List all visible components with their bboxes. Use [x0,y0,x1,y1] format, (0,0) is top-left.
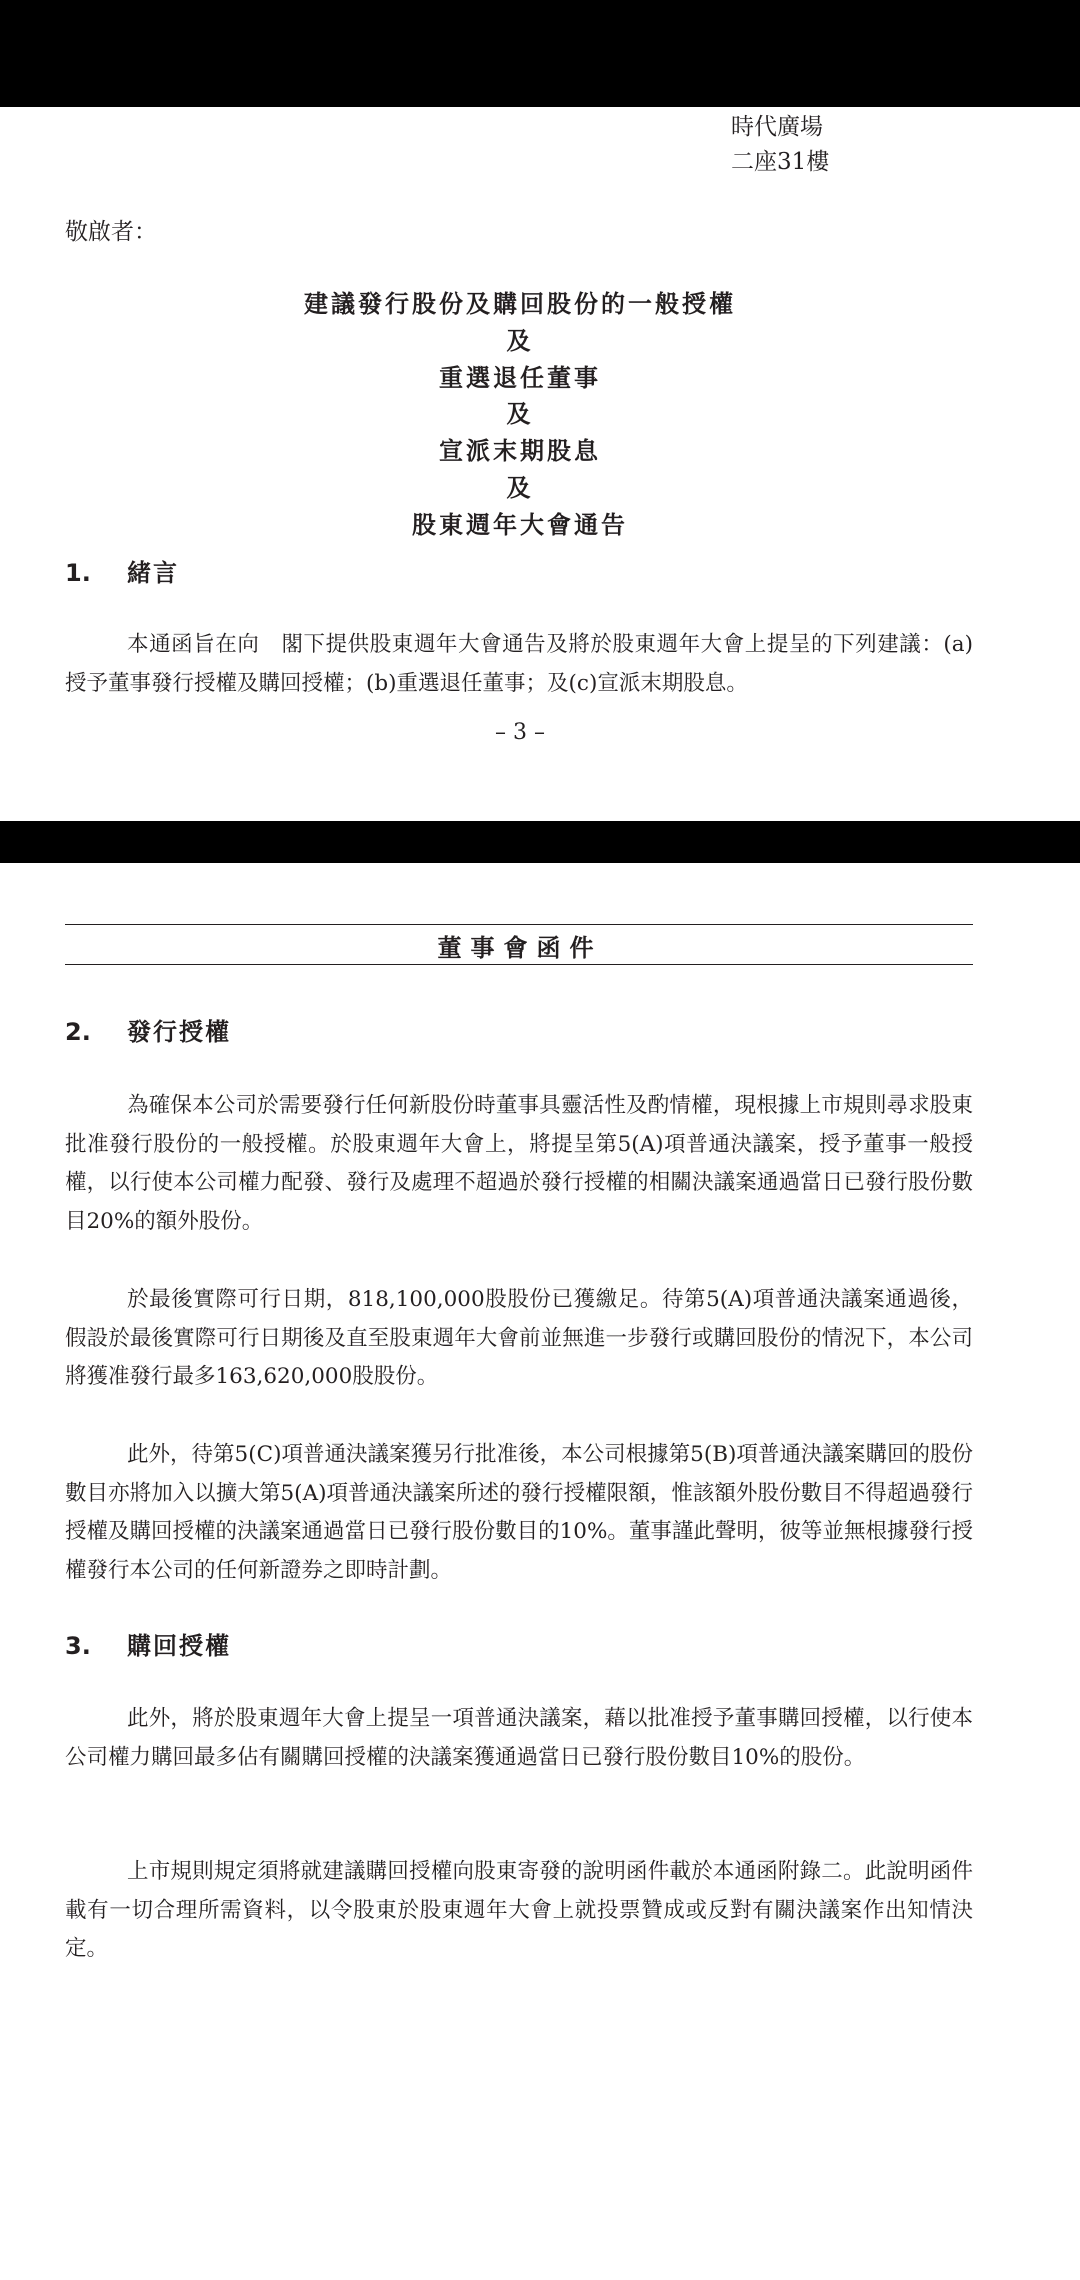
header-rule-bottom [65,964,973,965]
section-2-heading [65,1012,231,1047]
section-title: 緒言 [127,559,179,587]
section-number: 1. [65,559,91,587]
section-2-paragraph-2: 於最後實際可行日期，818,100,000股股份已獲繳足。待第5(A)項普通決議案通過後，假設於最後實際可行日期後及直至股東週年大會前並無進一步發行或購回股份的情況下，本公司將獲准發行最多163,620,000股股份。 [65,1287,973,1389]
letter-heading: 董事會函件 [437,934,603,962]
section-2-paragraph-3: 此外，待第5(C)項普通決議案獲另行批准後，本公司根據第5(B)項普通決議案購回的股份數目亦將加入以擴大第5(A)項普通決議案所述的發行授權限額，惟該額外股份數目不得超過發行授權及購回授權的決議案通過當日已發行股份數目的10%。董事謹此聲明，彼等並無根據發行授權發行本公司的任何新證券之即時計劃。 [65,1442,973,1583]
page-number: – 3 – [495,720,545,745]
address-line-1: 時代廣場 [731,114,823,140]
section-3-paragraph-1: 此外，將於股東週年大會上提呈一項普通決議案，藉以批准授予董事購回授權，以行使本公司權力購回最多佔有關購回授權的決議案獲通過當日已發行股份數目10%的股份。 [65,1706,973,1770]
title-line: 宣派末期股息 [439,437,601,466]
header-rule-top [65,924,973,925]
title-connector: 及 [506,400,534,429]
section-3-paragraph-2: 上市規則規定須將就建議購回授權向股東寄發的說明函件載於本通函附錄二。此說明函件載有一切合理所需資料，以令股東於股東週年大會上就投票贊成或反對有關決議案作出知情決定。 [65,1859,973,1961]
section-2-paragraph-1: 為確保本公司於需要發行任何新股份時董事具靈活性及酌情權，現根據上市規則尋求股東批准發行股份的一般授權。於股東週年大會上，將提呈第5(A)項普通決議案，授予董事一般授權，以行使本公司權力配發、發行及處理不超過於發行授權的相關決議案通過當日已發行股份數目20%的額外股份。 [65,1093,973,1234]
section-number: 2. [65,1018,91,1046]
section-title: 發行授權 [127,1018,231,1046]
address-line-2: 二座31樓 [731,149,830,175]
section-number: 3. [65,1632,91,1660]
title-line: 股東週年大會通告 [412,510,628,539]
title-connector: 及 [506,473,534,502]
section-title: 購回授權 [127,1632,231,1660]
title-connector: 及 [506,326,534,355]
section-1-heading [65,553,179,588]
section-3-heading [65,1626,231,1661]
page-break-bar [0,821,1080,863]
section-1-paragraph: 本通函旨在向 閣下提供股東週年大會通告及將於股東週年大會上提呈的下列建議：(a)授予董事發行授權及購回授權；(b)重選退任董事；及(c)宣派末期股息。 [65,632,973,696]
salutation: 敬啟者： [65,219,157,245]
top-black-bar [0,0,1080,107]
title-line: 重選退任董事 [439,363,601,392]
document-titles [0,286,1040,544]
title-line: 建議發行股份及購回股份的一般授權 [304,290,736,318]
